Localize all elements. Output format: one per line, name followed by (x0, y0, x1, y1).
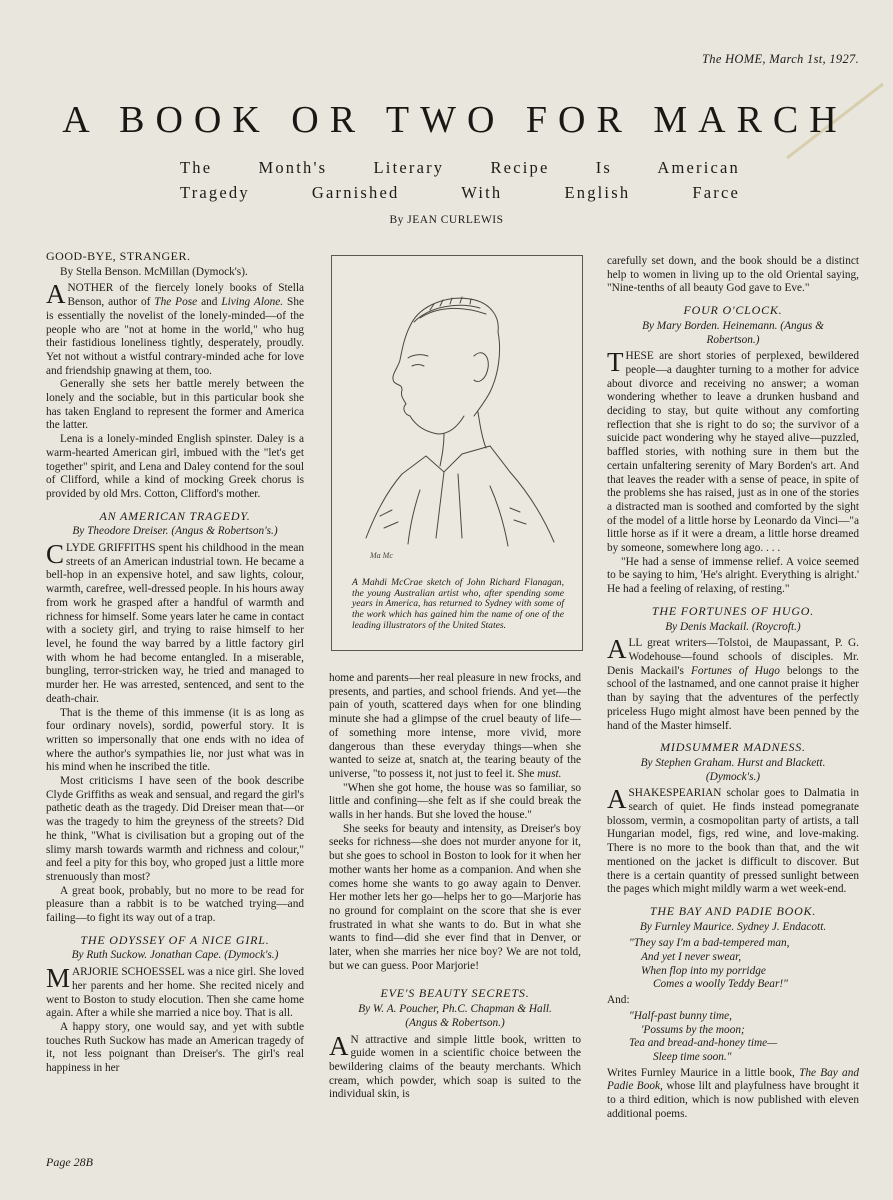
verse-line: And yet I never swear, (641, 951, 742, 964)
review-publisher: (Dymock's.) (705, 770, 761, 783)
verse-line: Tea and bread-and-honey time— (629, 1037, 778, 1050)
review-paragraph: home and parents—her real pleasure in new frocks, and presents, and parties, and school friends. And yet—the pain of youth, scattered days when for one blinding minute she had a glimpse of the cruel beauty of life—of something more intense, more vivid, more dangerous than these everyday things—when she wanted to seize at, snatch at, the tearing beauty of the universe, "to possess it, not just to feel it. She must. (329, 672, 581, 780)
review-paragraph: She seeks for beauty and intensity, as Dreiser's boy seeks for richness—she does not murder anyone for it, but she goes to school in Boston to look for it when her mother wants her home as a companion. And when she comes home she wants to go away again to Denver. Her mother lets her go—helps her to go—Marjorie has no ground for complaint on the score that she is ever frustrated in what she wants to do. But in what she wants to find—did she ever find that in Denver, or later, when she marries her nice boy? We are not told, but we can guess. Poor Marjorie! (329, 822, 581, 972)
review-publisher: By Ruth Suckow. Jonathan Cape. (Dymock's.) (71, 949, 279, 962)
review-heading: AN AMERICAN TRAGEDY. (99, 508, 251, 523)
review-heading: GOOD-BYE, STRANGER. (46, 249, 191, 263)
review-publisher: Robertson.) (706, 333, 760, 346)
page-number: Page 28B (46, 1155, 93, 1169)
review-heading: THE BAY AND PADIE BOOK. (649, 903, 817, 918)
review-paragraph: A great book, probably, but no more to be read for pleasure than a rabbit is to be watched trying—and failing—to fight its way out of a trap. (46, 884, 304, 925)
verse-line: "Half-past bunny time, (629, 1009, 732, 1022)
review-publisher: By Mary Borden. Heinemann. (Angus & (642, 319, 824, 332)
review-paragraph: That is the theme of this immense (it is as long as four ordinary novels), sordid, powerful story. It is written so impersonally that one ends with no idea of where the author's sympathies lie, nor just what was in his mind when he inscribed the title. (46, 706, 304, 774)
review-publisher: By W. A. Poucher, Ph.C. Chapman & Hall. (358, 1003, 552, 1016)
review-paragraph: CLYDE GRIFFITHS spent his childhood in the mean streets of an American industrial town. He became a bell-hop in an expensive hotel, and saw lights, colour, warmth, carefree, well-dressed people. In his hours away from work he grasped after a handful of warmth and richness for himself. Some years later he came in contact with a society girl, and trying to raise himself to her level, he found the way barred by a little factory girl with whom he had become entangled. In a miserable, bungling, terror-stricken way, he tried and managed to murder her. He was arrested, sentenced, and sent to the death-chair. (46, 539, 304, 705)
review-paragraph: Generally she sets her battle merely between the lonely and the sociable, but in this particular book she has taken England to represent the former and America the latter. (46, 378, 304, 432)
review-paragraph: ASHAKESPEARIAN scholar goes to Dalmatia in search of quiet. He finds instead pomegranate blossom, vermin, a cosmopolitan party of artists, a tall Hungarian model, figs, red wine, and love-making. There is no more to the book than that, and the wit mentioned on the jacket is difficult to discover. But there is a certain quantity of pressed sunlight between the pages which might mildly warm a wet week-end. (607, 784, 859, 896)
review-heading: THE FORTUNES OF HUGO. (651, 603, 815, 618)
column-left (46, 250, 304, 1076)
review-paragraph: carefully set down, and the book should be a distinct help to women in living up to the old Oriental saying, "Nine-tenths of all beauty God gave to Eve." (607, 255, 859, 295)
review-publisher: By Theodore Dreiser. (Angus & Robertson's.) (72, 525, 278, 538)
verse-line: When flop into my porridge (641, 964, 766, 977)
verse-line: Sleep time soon." (653, 1050, 732, 1063)
byline: By JEAN CURLEWIS (389, 214, 504, 226)
review-publisher: By Denis Mackail. (Roycroft.) (665, 620, 801, 633)
verse-line: "They say I'm a bad-tempered man, (629, 937, 790, 950)
review-heading: FOUR O'CLOCK. (683, 303, 783, 318)
review-heading: MIDSUMMER MADNESS. (660, 740, 806, 755)
verse-line: 'Possums by the moon; (641, 1023, 745, 1036)
subtitle-line: The Month's Literary Recipe Is American (180, 158, 740, 177)
review-publisher: (Angus & Robertson.) (405, 1016, 505, 1029)
review-publisher: By Stephen Graham. Hurst and Blackett. (640, 756, 826, 769)
portrait-sketch (340, 276, 572, 566)
verse-connector: And: (607, 994, 630, 1007)
column-right (607, 255, 859, 1121)
review-publisher: By Furnley Maurice. Sydney J. Endacott. (639, 920, 827, 933)
running-head: The HOME, March 1st, 1927. (702, 52, 859, 66)
article-subtitle (180, 155, 740, 205)
column-middle (329, 672, 581, 1102)
sketch-signature: Ma Mc (370, 551, 393, 560)
review-publisher: By Stella Benson. McMillan (Dymock's). (60, 265, 248, 278)
review-paragraph: A happy story, one would say, and yet with subtle touches Ruth Suckow has made an American tragedy of it, not less poignant than Dreiser's. The girl's real happiness in her (46, 1020, 304, 1075)
review-paragraph: ALL great writers—Tolstoi, de Maupassant, P. G. Wodehouse—found schools of disciples. Mr. Denis Mackail's Fortunes of Hugo belongs to the school of the lastnamed, and one cannot praise it higher than by saying that the adventures of the perfectly priceless Hugo might almost have been penned by the hand of the Master himself. (607, 634, 859, 732)
sketch-illustration (331, 255, 583, 651)
review-paragraph: AN attractive and simple little book, written to guide women in a scientific choice between the bewildering claims of the beauty merchants. Which cream, which powder, which soap is suited to the individual skin, is (329, 1030, 581, 1101)
review-heading: THE ODYSSEY OF A NICE GIRL. (80, 932, 270, 947)
review-paragraph: Most criticisms I have seen of the book describe Clyde Griffiths as weak and sensual, and regard the girl's pathetic death as the tragedy. Did Dreiser mean that—or was the tragedy to him the greyness of the streets? Did he think, "What is civilisation but a groping out of the slimy marsh towards warmth and richness and colour," and feel a pity for this boy, who groped just a little more strenuously than most? (46, 775, 304, 883)
illustration-caption: A Mahdi McCrae sketch of John Richard Flanagan, the young Australian artist who, after spending some years in America, has returned to Sydney with some of the work which has gained him the name of one of the leading illustrators of the United States. (352, 577, 564, 631)
verse-stanza (607, 1010, 859, 1065)
review-paragraph: "When she got home, the house was so familiar, so little and confining—she felt as if she could break the walls in her hands. But she loved the house." (329, 781, 581, 822)
review-paragraph: MARJORIE SCHOESSEL was a nice girl. She loved her parents and her home. She recited nicely and went to Boston to study elocution. Then she came home again. After a while she married a nice boy. That is all. (46, 963, 304, 1020)
subtitle-line: Tragedy Garnished With English Farce (180, 183, 740, 202)
article-title: A BOOK OR TWO FOR MARCH (62, 99, 848, 141)
review-paragraph: Lena is a lonely-minded English spinster. Daley is a warm-hearted American girl, imbued with the "let's get together" spirit, and Lena and Daley contend for the soul of Clifford, while a kind of mocking Greek chorus is provided by old Mrs. Cotton, Clifford's mother. (46, 433, 304, 500)
verse-line: Comes a woolly Teddy Bear!" (653, 978, 788, 991)
review-paragraph: ANOTHER of the fiercely lonely books of Stella Benson, author of The Pose and Living Alone. She is essentially the novelist of the lonely-minded—of the people who are "not at home in the world," who hug their fastidious loneliness tightly, desperately, proudly. Yet not without a wistful contrary-minded ache for love and friendship gnawing at them, too. (46, 279, 304, 377)
review-heading: EVE'S BEAUTY SECRETS. (380, 986, 530, 1001)
review-paragraph: Writes Furnley Maurice in a little book, The Bay and Padie Book, whose lilt and playfulness have brought it to a third edition, which is now published with eleven additional poems. (607, 1066, 860, 1120)
review-paragraph: THESE are short stories of perplexed, bewildered people—a daughter turning to a mother for advice about divorce and receiving no answer; a woman wondering whether to leave a drunken husband and deciding to stay, but quite without any comforting reflection that she is right to do so; the survivor of a suicide pact wondering why he stayed alive—puzzled, baffled stories, with nothing sure in them but the certain unfaltering serenity of Mary Borden's art. And that leaves the reader with a sense of peace, in spite of the problems she has raised, just as in one of the stories a distracted man is soothed and comforted by the sight of the model of a little horse by Leonardo da Vinci—"a little horse as if it were a dream, a little horse dreamed by someone, somewhere long ago. . . . (607, 347, 859, 555)
review-paragraph: "He had a sense of immense relief. A voice seemed to be saying to him, 'He's alright. Everything is alright.' He had a feeling of relaxing, of resting." (607, 555, 859, 596)
verse-stanza (607, 937, 859, 992)
